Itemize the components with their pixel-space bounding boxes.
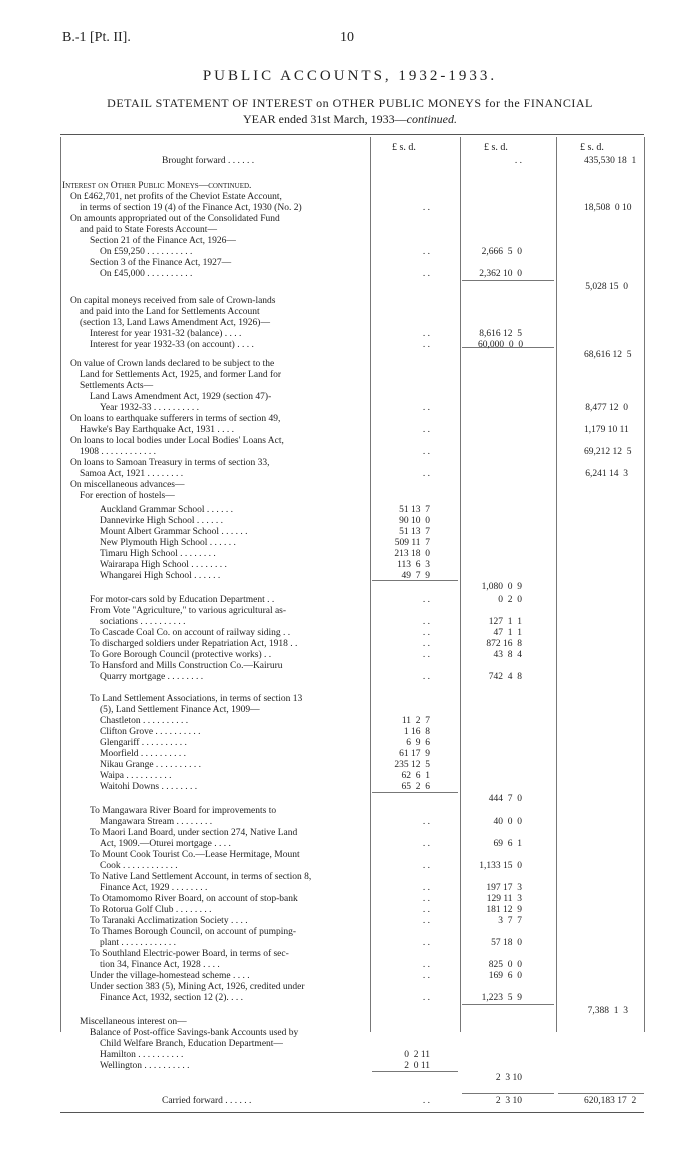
table-row bbox=[0, 458, 700, 469]
table-row bbox=[0, 203, 700, 214]
row-description: Nikau Grange . . . . . . . . . . bbox=[100, 760, 202, 770]
row-description: Moorfield . . . . . . . . . . bbox=[100, 749, 187, 759]
amount-c3: 8,477 12 0 bbox=[585, 403, 628, 413]
amount-c3: 68,616 12 5 bbox=[584, 350, 632, 360]
amount-c1: . . bbox=[422, 1096, 430, 1106]
table-row bbox=[0, 282, 700, 293]
row-description: Auckland Grammar School . . . . . . bbox=[100, 505, 233, 515]
row-description: Land for Settlements Act, 1925, and former Land for bbox=[80, 370, 282, 380]
table-row bbox=[0, 650, 700, 661]
table-row bbox=[0, 307, 700, 318]
amount-c2: 825 0 0 bbox=[488, 960, 522, 970]
amount-c1: . . bbox=[422, 469, 430, 479]
row-description: To Mount Cook Tourist Co.—Lease Hermitage, Mount bbox=[90, 850, 300, 860]
row-description: To Thames Borough Council, on account of pumping- bbox=[90, 927, 297, 937]
table-row bbox=[0, 794, 700, 805]
amount-c2: . . bbox=[514, 156, 522, 166]
table-row bbox=[0, 738, 700, 749]
amount-c1: . . bbox=[422, 905, 430, 915]
table-row bbox=[0, 192, 700, 203]
amount-c1: . . bbox=[422, 916, 430, 926]
amount-c1: 90 10 0 bbox=[399, 516, 430, 526]
amount-c2: 2,362 10 0 bbox=[479, 269, 522, 279]
table-row bbox=[0, 370, 700, 381]
amount-c1: . . bbox=[422, 861, 430, 871]
row-description: Land Laws Amendment Act, 1929 (section 47)- bbox=[90, 392, 272, 402]
amount-c2: 2 3 10 bbox=[495, 1073, 522, 1083]
table-row bbox=[0, 247, 700, 258]
amount-c1: 235 12 5 bbox=[394, 760, 430, 770]
row-description: Dannevirke High School . . . . . . bbox=[100, 516, 223, 526]
amount-c2: 57 18 0 bbox=[491, 938, 522, 948]
amount-c1: 51 13 7 bbox=[399, 505, 430, 515]
row-description: To Taranaki Acclimatization Society . . . . bbox=[90, 916, 248, 926]
currency-header-col1: £ s. d. bbox=[392, 142, 416, 153]
row-description: To Southland Electric-power Board, in terms of sec- bbox=[90, 949, 289, 959]
row-description: Glengariff . . . . . . . . . . bbox=[100, 738, 187, 748]
amount-c1: 213 18 0 bbox=[394, 549, 430, 559]
table-row bbox=[0, 595, 700, 606]
amount-c1: 509 11 7 bbox=[394, 538, 430, 548]
amount-c3: 5,028 15 0 bbox=[585, 282, 628, 292]
table-row bbox=[0, 425, 700, 436]
table-row bbox=[0, 571, 700, 582]
row-description: Samoa Act, 1921 . . . . . . . . bbox=[80, 469, 184, 479]
table-row bbox=[0, 392, 700, 403]
page-number: 10 bbox=[340, 30, 354, 45]
table-row bbox=[0, 749, 700, 760]
row-description: plant . . . . . . . . . . . . bbox=[100, 938, 176, 948]
currency-header-col3: £ s. d. bbox=[580, 142, 604, 153]
table-row bbox=[0, 403, 700, 414]
row-description: To Otamomomo River Board, on account of stop-bank bbox=[90, 894, 298, 904]
amount-c2: 0 2 0 bbox=[498, 595, 522, 605]
row-description: To Land Settlement Associations, in terms of section 13 bbox=[90, 694, 303, 704]
table-row bbox=[0, 491, 700, 502]
amount-c2: 43 8 4 bbox=[493, 650, 522, 660]
table-row bbox=[0, 771, 700, 782]
row-description: sociations . . . . . . . . . . bbox=[100, 617, 186, 627]
amount-c2: 69 6 1 bbox=[493, 839, 522, 849]
table-row bbox=[0, 639, 700, 650]
amount-c1: 1 16 8 bbox=[403, 727, 430, 737]
subtitle-year: YEAR ended 31st March, 1933— bbox=[243, 112, 407, 126]
row-description: Finance Act, 1932, section 12 (2). . . . bbox=[100, 993, 244, 1003]
table-row bbox=[0, 469, 700, 480]
amount-c1: . . bbox=[422, 993, 430, 1003]
table-row bbox=[0, 156, 700, 167]
amount-c2: 1,133 15 0 bbox=[479, 861, 522, 871]
table-row bbox=[0, 447, 700, 458]
row-description: (5), Land Settlement Finance Act, 1909— bbox=[100, 705, 260, 715]
amount-c1: 51 13 7 bbox=[399, 527, 430, 537]
row-description: Mangawara Stream . . . . . . . . bbox=[100, 817, 213, 827]
row-description: On loans to local bodies under Local Bodies' Loans Act, bbox=[70, 436, 284, 446]
table-row bbox=[0, 949, 700, 960]
row-description: On £45,000 . . . . . . . . . . bbox=[100, 269, 193, 279]
table-row bbox=[0, 672, 700, 683]
row-description: Child Welfare Branch, Education Department— bbox=[100, 1039, 283, 1049]
table-row bbox=[0, 661, 700, 672]
table-row bbox=[0, 861, 700, 872]
amount-c2: 47 1 1 bbox=[493, 628, 522, 638]
amount-c1: . . bbox=[422, 203, 430, 213]
table-row bbox=[0, 560, 700, 571]
table-row bbox=[0, 760, 700, 771]
table-row bbox=[0, 916, 700, 927]
row-description: On £59,250 . . . . . . . . . . bbox=[100, 247, 193, 257]
amount-c2: 181 12 9 bbox=[486, 905, 522, 915]
page-reference: B.-1 [Pt. II]. bbox=[62, 30, 131, 45]
amount-c1: . . bbox=[422, 447, 430, 457]
row-description: To Hansford and Mills Construction Co.—Kairuru bbox=[90, 661, 283, 671]
amount-c1: . . bbox=[422, 595, 430, 605]
row-description: Act, 1909.—Oturei mortgage . . . . bbox=[100, 839, 231, 849]
amount-c1: 62 6 1 bbox=[401, 771, 430, 781]
table-row bbox=[0, 1039, 700, 1050]
row-description: To Mangawara River Board for improvements to bbox=[90, 806, 277, 816]
table-row bbox=[0, 549, 700, 560]
table-row bbox=[0, 628, 700, 639]
row-description: From Vote "Agriculture," to various agricultural as- bbox=[90, 606, 287, 616]
table-row bbox=[0, 606, 700, 617]
subtitle-continued: continued. bbox=[406, 112, 457, 126]
table-row bbox=[0, 1006, 700, 1017]
table-row bbox=[0, 516, 700, 527]
row-description: Hawke's Bay Earthquake Act, 1931 . . . . bbox=[80, 425, 234, 435]
row-description: To Cascade Coal Co. on account of railway siding . . bbox=[90, 628, 291, 638]
row-description: Year 1932-33 . . . . . . . . . . bbox=[100, 403, 200, 413]
row-description: On capital moneys received from sale of Crown-lands bbox=[70, 296, 276, 306]
table-row bbox=[0, 993, 700, 1004]
amount-c3: 1,179 10 11 bbox=[584, 425, 629, 435]
row-description: On miscellaneous advances— bbox=[70, 480, 185, 490]
table-row bbox=[0, 480, 700, 491]
table-row bbox=[0, 894, 700, 905]
row-description: Chastleton . . . . . . . . . . bbox=[100, 716, 189, 726]
row-description: To Native Land Settlement Account, in terms of section 8, bbox=[90, 872, 312, 882]
amount-c1: . . bbox=[422, 617, 430, 627]
amount-c1: . . bbox=[422, 960, 430, 970]
row-description: Cook . . . . . . . . . . . . bbox=[100, 861, 178, 871]
row-description: To Gore Borough Council (protective works) . . bbox=[90, 650, 272, 660]
table-row bbox=[0, 938, 700, 949]
row-description: Clifton Grove . . . . . . . . . . bbox=[100, 727, 201, 737]
amount-c1: 49 7 9 bbox=[401, 571, 430, 581]
table-row bbox=[0, 971, 700, 982]
table-row bbox=[0, 839, 700, 850]
row-description: Carried forward . . . . . . bbox=[162, 1096, 252, 1106]
currency-header-col2: £ s. d. bbox=[484, 142, 508, 153]
amount-c3: 7,388 1 3 bbox=[587, 1006, 628, 1016]
row-description: and paid to State Forests Account— bbox=[80, 225, 217, 235]
table-row bbox=[0, 617, 700, 628]
amount-c1: . . bbox=[422, 817, 430, 827]
row-description: Section 21 of the Finance Act, 1926— bbox=[90, 236, 236, 246]
table-row bbox=[0, 359, 700, 370]
table-row bbox=[0, 381, 700, 392]
table-row bbox=[0, 414, 700, 425]
table-row bbox=[0, 1028, 700, 1039]
amount-c2: 129 11 3 bbox=[486, 894, 522, 904]
table-row bbox=[0, 329, 700, 340]
table-row bbox=[0, 1073, 700, 1084]
amount-c1: . . bbox=[422, 672, 430, 682]
amount-c2: 2 3 10 bbox=[495, 1096, 522, 1106]
table-row bbox=[0, 269, 700, 280]
amount-c1: 113 6 3 bbox=[397, 560, 430, 570]
table-row bbox=[0, 727, 700, 738]
row-description: Hamilton . . . . . . . . . . bbox=[100, 1050, 184, 1060]
row-description: Timaru High School . . . . . . . . bbox=[100, 549, 216, 559]
amount-c1: . . bbox=[422, 639, 430, 649]
amount-c2: 169 6 0 bbox=[488, 971, 522, 981]
row-description: On value of Crown lands declared to be subject to the bbox=[70, 359, 275, 369]
table-row bbox=[0, 694, 700, 705]
amount-c2: 8,616 12 5 bbox=[479, 329, 522, 339]
amount-c1: . . bbox=[422, 269, 430, 279]
page-title: PUBLIC ACCOUNTS, 1932-1933. bbox=[202, 68, 498, 84]
table-row bbox=[0, 505, 700, 516]
row-description: Interest for year 1932-33 (on account) . . . . bbox=[90, 340, 254, 350]
amount-c1: 11 2 7 bbox=[401, 716, 430, 726]
row-description: On £462,701, net profits of the Cheviot Estate Account, bbox=[70, 192, 282, 202]
row-description: in terms of section 19 (4) of the Finance Act, 1930 (No. 2) bbox=[80, 203, 302, 213]
row-description: Section 3 of the Finance Act, 1927— bbox=[90, 258, 232, 268]
amount-c3: 6,241 14 3 bbox=[585, 469, 628, 479]
amount-c1: . . bbox=[422, 247, 430, 257]
table-row bbox=[0, 817, 700, 828]
amount-c1: . . bbox=[422, 329, 430, 339]
amount-c1: . . bbox=[422, 628, 430, 638]
row-description: On loans to Samoan Treasury in terms of section 33, bbox=[70, 458, 270, 468]
row-description: For erection of hostels— bbox=[80, 491, 175, 501]
row-description: Whangarei High School . . . . . . bbox=[100, 571, 221, 581]
row-description: Balance of Post-office Savings-bank Accounts used by bbox=[90, 1028, 299, 1038]
row-description: Interest for year 1931-32 (balance) . . . . bbox=[90, 329, 242, 339]
amount-c3: 18,508 0 10 bbox=[584, 203, 632, 213]
amount-c1: . . bbox=[422, 340, 430, 350]
row-description: Waitohi Downs . . . . . . . . bbox=[100, 782, 198, 792]
table-row bbox=[0, 960, 700, 971]
table-row bbox=[0, 883, 700, 894]
row-description: 1908 . . . . . . . . . . . . bbox=[80, 447, 156, 457]
table-row bbox=[0, 705, 700, 716]
row-description: Wairarapa High School . . . . . . . . bbox=[100, 560, 227, 570]
amount-c1: . . bbox=[422, 839, 430, 849]
table-row bbox=[0, 872, 700, 883]
table-row bbox=[0, 1017, 700, 1028]
amount-c1: . . bbox=[422, 938, 430, 948]
amount-c1: 61 17 9 bbox=[399, 749, 430, 759]
amount-c1: . . bbox=[422, 971, 430, 981]
row-description: To Maori Land Board, under section 274, Native Land bbox=[90, 828, 298, 838]
table-row bbox=[0, 436, 700, 447]
amount-c1: . . bbox=[422, 650, 430, 660]
amount-c2: 60,000 0 0 bbox=[478, 340, 524, 350]
amount-c2: 197 17 3 bbox=[486, 883, 522, 893]
row-description: Wellington . . . . . . . . . . bbox=[100, 1061, 190, 1071]
amount-c1: 2 0 11 bbox=[404, 1061, 430, 1071]
amount-c2: 444 7 0 bbox=[488, 794, 522, 804]
amount-c2: 1,223 5 9 bbox=[481, 993, 522, 1003]
amount-c2: 40 0 0 bbox=[493, 817, 522, 827]
row-description: To Rotorua Golf Club . . . . . . . . bbox=[90, 905, 212, 915]
row-description: Interest on Other Public Moneys—continued. bbox=[62, 181, 252, 191]
row-description: Brought forward . . . . . . bbox=[162, 156, 255, 166]
amount-c1: 6 9 6 bbox=[406, 738, 430, 748]
row-description: On loans to earthquake sufferers in terms of section 49, bbox=[70, 414, 281, 424]
row-description: Settlements Acts— bbox=[80, 381, 154, 391]
table-row bbox=[0, 538, 700, 549]
table-row bbox=[0, 214, 700, 225]
table-row bbox=[0, 806, 700, 817]
table-row bbox=[0, 716, 700, 727]
amount-c3: 620,183 17 2 bbox=[584, 1096, 637, 1106]
table-row bbox=[0, 1096, 700, 1107]
row-description: and paid into the Land for Settlements Account bbox=[80, 307, 260, 317]
row-description: Waipa . . . . . . . . . . bbox=[100, 771, 172, 781]
table-row bbox=[0, 905, 700, 916]
amount-c1: 0 2 11 bbox=[404, 1050, 430, 1060]
table-row bbox=[0, 927, 700, 938]
row-description: New Plymouth High School . . . . . . bbox=[100, 538, 236, 548]
amount-c2: 1,080 0 9 bbox=[481, 582, 522, 592]
row-description: Under the village-homestead scheme . . . . bbox=[90, 971, 250, 981]
amount-c2: 3 7 7 bbox=[498, 916, 522, 926]
table-row bbox=[0, 1061, 700, 1072]
table-row bbox=[0, 982, 700, 993]
amount-c1: 65 2 6 bbox=[401, 782, 430, 792]
table-row bbox=[0, 527, 700, 538]
amount-c1: . . bbox=[422, 894, 430, 904]
row-description: To discharged soldiers under Repatriation Act, 1918 . . bbox=[90, 639, 298, 649]
table-row bbox=[0, 782, 700, 793]
table-row bbox=[0, 318, 700, 329]
row-description: Under section 383 (5), Mining Act, 1926, credited under bbox=[90, 982, 305, 992]
table-row bbox=[0, 236, 700, 247]
amount-c1: . . bbox=[422, 425, 430, 435]
amount-c3: 435,530 18 1 bbox=[584, 156, 637, 166]
table-row bbox=[0, 258, 700, 269]
table-row bbox=[0, 296, 700, 307]
amount-c2: 872 16 8 bbox=[486, 639, 522, 649]
table-row bbox=[0, 582, 700, 593]
row-description: Finance Act, 1929 . . . . . . . . bbox=[100, 883, 208, 893]
row-description: tion 34, Finance Act, 1928 . . . . bbox=[100, 960, 220, 970]
amount-c2: 2,666 5 0 bbox=[481, 247, 522, 257]
table-row bbox=[0, 181, 700, 192]
statement-subtitle: DETAIL STATEMENT OF INTEREST on OTHER PUBLIC MONEYS for the FINANCIAL bbox=[107, 96, 593, 110]
amount-c3: 69,212 12 5 bbox=[584, 447, 632, 457]
amount-c2: 742 4 8 bbox=[488, 672, 522, 682]
table-row bbox=[0, 828, 700, 839]
row-description: For motor-cars sold by Education Department . . bbox=[90, 595, 275, 605]
row-description: Mount Albert Grammar School . . . . . . bbox=[100, 527, 248, 537]
table-row bbox=[0, 225, 700, 236]
row-description: Quarry mortgage . . . . . . . . bbox=[100, 672, 204, 682]
amount-c1: . . bbox=[422, 403, 430, 413]
amount-c1: . . bbox=[422, 883, 430, 893]
row-description: On amounts appropriated out of the Consolidated Fund bbox=[70, 214, 280, 224]
table-row bbox=[0, 1050, 700, 1061]
row-description: (section 13, Land Laws Amendment Act, 1926)— bbox=[80, 318, 270, 328]
table-row bbox=[0, 850, 700, 861]
row-description: Miscellaneous interest on— bbox=[80, 1017, 187, 1027]
amount-c2: 127 1 1 bbox=[488, 617, 522, 627]
